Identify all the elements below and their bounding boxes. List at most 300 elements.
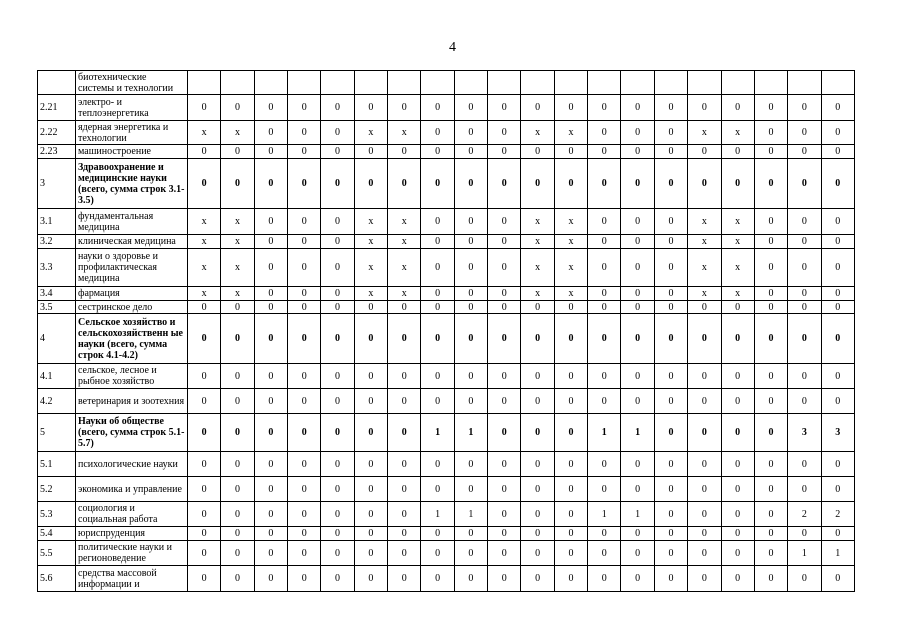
statistics-table [37,70,855,592]
table-row [38,389,855,414]
value-cell: 0 [654,527,687,541]
value-cell: 0 [188,452,221,477]
value-cell: 0 [454,314,487,364]
value-cell: 0 [221,566,254,592]
value-cell: 0 [688,389,721,414]
value-cell: x [354,287,387,301]
value-cell: 0 [521,566,554,592]
value-cell: 0 [688,414,721,452]
value-cell: 0 [688,314,721,364]
table-row [38,414,855,452]
value-cell: 0 [621,249,654,287]
value-cell: x [521,287,554,301]
value-cell: 0 [454,235,487,249]
value-cell: 0 [588,287,621,301]
value-cell: 0 [654,235,687,249]
row-name: средства массовой информации и [76,566,188,592]
row-name: фармация [76,287,188,301]
value-cell: x [688,287,721,301]
value-cell: 0 [288,477,321,502]
value-cell: 0 [388,566,421,592]
value-cell: 0 [454,364,487,389]
value-cell: 0 [588,159,621,209]
value-cell: 0 [188,541,221,566]
value-cell: 0 [321,145,354,159]
value-cell: 0 [421,566,454,592]
value-cell: 1 [421,502,454,527]
value-cell: 0 [821,145,854,159]
row-name: сестринское дело [76,301,188,314]
value-cell: x [221,249,254,287]
value-cell: 0 [654,159,687,209]
value-cell: 0 [421,249,454,287]
value-cell: 1 [588,414,621,452]
value-cell: 0 [388,301,421,314]
value-cell: 0 [488,235,521,249]
value-cell: 0 [821,301,854,314]
value-cell: 0 [454,527,487,541]
value-cell: 2 [821,502,854,527]
value-cell: 0 [388,541,421,566]
row-code: 5.1 [38,452,76,477]
value-cell: 0 [254,502,287,527]
value-cell: 0 [454,159,487,209]
table-row [38,287,855,301]
value-cell: 0 [821,159,854,209]
value-cell: 0 [321,541,354,566]
value-cell: 0 [488,301,521,314]
value-cell: 0 [354,477,387,502]
value-cell: 0 [288,121,321,145]
value-cell: 0 [754,541,787,566]
value-cell: 0 [421,364,454,389]
value-cell: 0 [488,145,521,159]
value-cell: 0 [388,159,421,209]
value-cell: x [388,249,421,287]
value-cell: 0 [788,249,821,287]
value-cell: 0 [488,477,521,502]
value-cell: 0 [488,249,521,287]
value-cell: 0 [621,566,654,592]
value-cell: 0 [221,527,254,541]
value-cell: 0 [421,389,454,414]
value-cell: 0 [221,414,254,452]
value-cell: 0 [388,364,421,389]
value-cell: 0 [554,452,587,477]
value-cell: 0 [654,95,687,121]
value-cell: 0 [288,502,321,527]
value-cell: 0 [688,95,721,121]
value-cell: 0 [754,314,787,364]
value-cell: 0 [821,364,854,389]
row-code: 5.4 [38,527,76,541]
value-cell: 0 [821,527,854,541]
value-cell: 0 [521,477,554,502]
value-cell [488,71,521,95]
value-cell: 0 [654,389,687,414]
value-cell: 0 [788,389,821,414]
row-code [38,71,76,95]
value-cell: 0 [654,301,687,314]
value-cell: 0 [621,314,654,364]
value-cell: 0 [554,95,587,121]
value-cell: 0 [454,145,487,159]
value-cell: 0 [788,566,821,592]
value-cell: 0 [521,145,554,159]
value-cell: 0 [554,364,587,389]
value-cell: 0 [688,364,721,389]
value-cell: 0 [321,389,354,414]
value-cell: x [388,235,421,249]
value-cell: 0 [488,527,521,541]
value-cell: 0 [454,541,487,566]
value-cell: 0 [188,414,221,452]
row-name: фундаментальная медицина [76,209,188,235]
value-cell: 0 [521,414,554,452]
value-cell: 0 [454,121,487,145]
value-cell: 0 [488,452,521,477]
value-cell: x [354,121,387,145]
value-cell: x [354,209,387,235]
value-cell: x [721,209,754,235]
value-cell [788,71,821,95]
value-cell: 0 [621,121,654,145]
value-cell: x [521,209,554,235]
value-cell: 0 [588,301,621,314]
value-cell: 0 [488,541,521,566]
value-cell: 0 [621,287,654,301]
value-cell [721,71,754,95]
value-cell: 0 [288,364,321,389]
table-row [38,209,855,235]
value-cell: 0 [488,209,521,235]
value-cell: 0 [488,502,521,527]
value-cell: 0 [421,287,454,301]
table-row [38,145,855,159]
row-code: 5 [38,414,76,452]
value-cell: 0 [321,301,354,314]
value-cell [454,71,487,95]
value-cell: 0 [521,452,554,477]
value-cell: 0 [388,389,421,414]
value-cell: 0 [788,209,821,235]
value-cell [554,71,587,95]
value-cell: 0 [654,145,687,159]
value-cell: 0 [588,145,621,159]
table-row [38,452,855,477]
row-name: сельское, лесное и рыбное хозяйство [76,364,188,389]
value-cell [421,71,454,95]
row-code: 5.3 [38,502,76,527]
value-cell: 0 [421,95,454,121]
value-cell: 0 [454,301,487,314]
value-cell: 0 [354,541,387,566]
value-cell: x [721,249,754,287]
value-cell: 0 [754,95,787,121]
value-cell: 0 [654,502,687,527]
value-cell: x [554,209,587,235]
value-cell: 0 [654,209,687,235]
value-cell [288,71,321,95]
value-cell: x [721,235,754,249]
table-row [38,249,855,287]
value-cell: 0 [321,121,354,145]
value-cell: 0 [354,452,387,477]
row-name: Науки об обществе (всего, сумма строк 5.1-5.7) [76,414,188,452]
table-row [38,235,855,249]
value-cell: 0 [288,314,321,364]
value-cell: 0 [354,527,387,541]
value-cell: 0 [721,301,754,314]
value-cell: 0 [754,389,787,414]
value-cell: 0 [588,566,621,592]
value-cell: 0 [354,95,387,121]
value-cell: x [688,249,721,287]
row-name: политические науки и регионоведение [76,541,188,566]
value-cell: 0 [621,527,654,541]
value-cell: 0 [188,477,221,502]
value-cell: 0 [521,527,554,541]
value-cell: 0 [688,145,721,159]
value-cell: 0 [188,314,221,364]
value-cell: 0 [654,249,687,287]
value-cell: 0 [788,477,821,502]
value-cell: 0 [488,389,521,414]
value-cell: 0 [654,314,687,364]
value-cell: 0 [521,301,554,314]
value-cell: 0 [454,566,487,592]
row-name: ядерная энергетика и технологии [76,121,188,145]
value-cell: 0 [288,541,321,566]
value-cell: 0 [421,527,454,541]
value-cell: 0 [254,364,287,389]
table-row [38,566,855,592]
value-cell: 1 [454,502,487,527]
value-cell: 1 [621,414,654,452]
value-cell: 0 [821,477,854,502]
value-cell: 0 [288,159,321,209]
value-cell: x [354,235,387,249]
table-row [38,527,855,541]
value-cell: 0 [488,287,521,301]
value-cell: 0 [321,235,354,249]
value-cell: 3 [788,414,821,452]
value-cell: x [188,249,221,287]
table-row [38,301,855,314]
value-cell: x [554,287,587,301]
value-cell: 0 [321,414,354,452]
value-cell: 0 [821,314,854,364]
row-code: 2.23 [38,145,76,159]
value-cell: 0 [321,527,354,541]
row-code: 5.2 [38,477,76,502]
value-cell: x [354,249,387,287]
value-cell: x [221,235,254,249]
value-cell: 0 [221,95,254,121]
value-cell: 0 [788,364,821,389]
value-cell: x [388,121,421,145]
value-cell: 0 [821,249,854,287]
value-cell: 0 [388,527,421,541]
value-cell: 0 [588,364,621,389]
row-code: 5.5 [38,541,76,566]
value-cell: 0 [254,249,287,287]
value-cell: 0 [588,389,621,414]
value-cell: 0 [754,145,787,159]
value-cell: x [388,287,421,301]
value-cell: 0 [321,477,354,502]
value-cell: 0 [554,527,587,541]
value-cell: 0 [621,209,654,235]
value-cell: 0 [721,527,754,541]
value-cell: 0 [588,209,621,235]
value-cell: 0 [221,364,254,389]
value-cell: 0 [654,477,687,502]
value-cell: 0 [254,414,287,452]
value-cell: 0 [821,287,854,301]
value-cell: 0 [788,314,821,364]
value-cell: 0 [621,301,654,314]
value-cell: 0 [254,95,287,121]
value-cell: 0 [454,452,487,477]
table-row [38,314,855,364]
value-cell: 0 [721,477,754,502]
value-cell: 0 [554,541,587,566]
value-cell: 0 [488,364,521,389]
value-cell: 0 [354,314,387,364]
value-cell: 0 [821,121,854,145]
value-cell: 0 [354,301,387,314]
value-cell: 0 [421,121,454,145]
value-cell: 0 [788,301,821,314]
value-cell: 0 [688,527,721,541]
value-cell: x [688,235,721,249]
value-cell: 1 [421,414,454,452]
table-row [38,364,855,389]
value-cell: 0 [821,209,854,235]
value-cell: 0 [221,541,254,566]
value-cell: 0 [554,301,587,314]
value-cell: 0 [754,235,787,249]
value-cell: x [521,235,554,249]
value-cell: 0 [321,249,354,287]
value-cell [388,71,421,95]
value-cell: 0 [488,314,521,364]
value-cell: x [554,249,587,287]
value-cell: 0 [454,249,487,287]
value-cell: 0 [288,452,321,477]
value-cell: x [221,209,254,235]
value-cell: x [388,209,421,235]
value-cell: 0 [588,541,621,566]
value-cell: 0 [254,477,287,502]
value-cell: 0 [688,502,721,527]
value-cell: 0 [254,541,287,566]
value-cell: 0 [321,364,354,389]
value-cell: 0 [221,159,254,209]
value-cell: 0 [221,502,254,527]
value-cell: x [188,209,221,235]
value-cell: 0 [288,301,321,314]
value-cell: 0 [754,414,787,452]
value-cell: 0 [354,502,387,527]
value-cell: x [688,209,721,235]
value-cell: 0 [321,566,354,592]
value-cell: 0 [554,145,587,159]
value-cell: 0 [554,314,587,364]
value-cell: 0 [254,389,287,414]
value-cell: 0 [288,145,321,159]
value-cell: 0 [754,527,787,541]
value-cell [654,71,687,95]
value-cell: 0 [788,95,821,121]
value-cell: 2 [788,502,821,527]
value-cell: 0 [188,502,221,527]
value-cell: 0 [721,541,754,566]
value-cell: 1 [454,414,487,452]
value-cell: 0 [188,364,221,389]
page-number: 4 [449,40,456,55]
value-cell: 0 [321,452,354,477]
row-code: 4.1 [38,364,76,389]
value-cell: 0 [788,452,821,477]
value-cell: 0 [421,314,454,364]
value-cell: 0 [821,235,854,249]
value-cell: 0 [221,145,254,159]
value-cell: 0 [421,477,454,502]
value-cell: 0 [288,95,321,121]
value-cell: 1 [788,541,821,566]
value-cell: x [221,121,254,145]
value-cell: 0 [521,389,554,414]
value-cell: 0 [488,95,521,121]
value-cell: 0 [754,159,787,209]
value-cell: 0 [554,502,587,527]
value-cell: 0 [488,566,521,592]
value-cell: 0 [788,121,821,145]
row-name: психологические науки [76,452,188,477]
row-code: 3.1 [38,209,76,235]
value-cell: 0 [688,452,721,477]
row-code: 4.2 [38,389,76,414]
row-code: 3.3 [38,249,76,287]
value-cell: 0 [554,477,587,502]
value-cell: 0 [354,364,387,389]
value-cell: 0 [521,95,554,121]
value-cell: 0 [721,314,754,364]
value-cell: 0 [254,314,287,364]
value-cell: 0 [188,145,221,159]
value-cell: 0 [521,314,554,364]
value-cell: 0 [821,452,854,477]
value-cell: x [688,121,721,145]
value-cell [321,71,354,95]
value-cell: 0 [254,159,287,209]
value-cell: 0 [421,541,454,566]
value-cell: 0 [221,452,254,477]
value-cell: 0 [688,566,721,592]
value-cell: 0 [588,477,621,502]
value-cell: 0 [288,389,321,414]
row-code: 3 [38,159,76,209]
value-cell: 0 [321,159,354,209]
value-cell: 0 [554,414,587,452]
value-cell: 0 [288,566,321,592]
table-row [38,541,855,566]
value-cell: 0 [754,121,787,145]
value-cell: 0 [688,159,721,209]
value-cell: 0 [421,235,454,249]
